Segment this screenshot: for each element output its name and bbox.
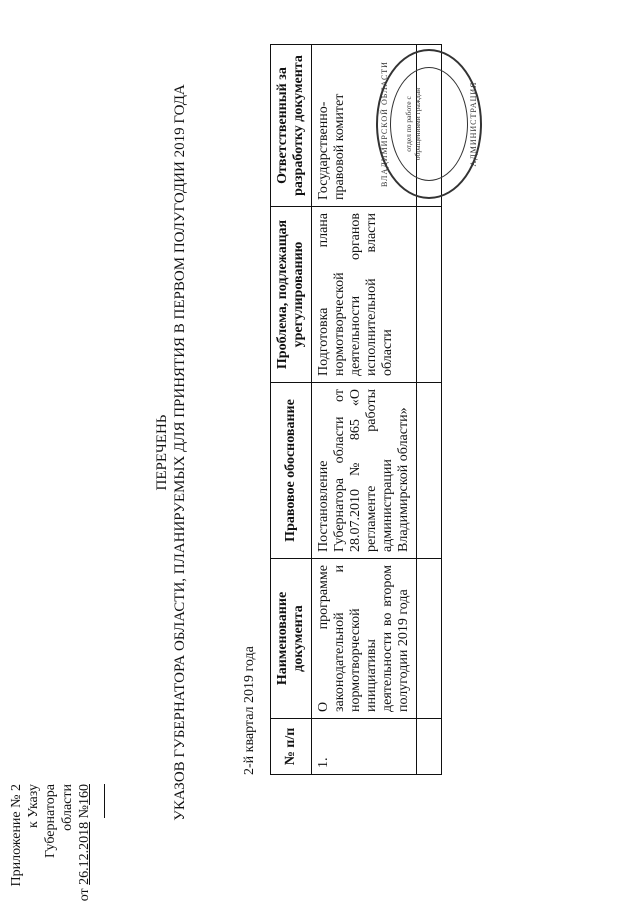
header-basis: Правовое обоснование [271, 383, 312, 559]
appendix-header [8, 784, 110, 905]
stamp-ring-bottom: АДМИНИСТРАЦИЯ [469, 81, 478, 167]
date-prefix: от [77, 888, 92, 902]
stamp-ring-top: ВЛАДИМИРСКОЙ ОБЛАСТИ [380, 61, 389, 187]
cell-responsible: Государственно-правовой комитет [312, 45, 417, 207]
stamp-inner-ring [390, 67, 468, 181]
empty-cell [417, 719, 442, 775]
decree-date: 26.12.2018 [77, 821, 92, 885]
decree-number: 160 [77, 784, 92, 805]
header-num: № п/п [271, 719, 312, 775]
appendix-decree-ref: к Указу Губернатора области [26, 784, 75, 859]
appendix-date-line [76, 784, 110, 905]
cell-problem: Подготовка плана нормотворческой деятельности органов исполнительной власти области [312, 207, 417, 383]
empty-cell [417, 383, 442, 559]
cell-name: О программе законодательной и нормотворческой инициативы деятельности во втором полугодии 2019 года [312, 559, 417, 719]
stamp-center-text: отдел по работе с обращениями граждан [404, 87, 422, 161]
document-subtitle: УКАЗОВ ГУБЕРНАТОРА ОБЛАСТИ, ПЛАНИРУЕМЫХ ДЛЯ ПРИНЯТИЯ В ПЕРВОМ ПОЛУГОДИИ 2019 ГОДА [172, 84, 188, 821]
header-responsible: Ответственный за разработку документа [271, 45, 312, 207]
header-problem: Проблема, подлежащая урегулированию [271, 207, 312, 383]
period-label: 2-й квартал 2019 года [242, 646, 257, 775]
document-title: ПЕРЕЧЕНЬ [154, 414, 170, 491]
official-seal-stamp [376, 49, 482, 199]
appendix-number: Приложение № 2 [9, 784, 24, 887]
empty-cell [417, 559, 442, 719]
cell-num: 1. [312, 719, 417, 775]
empty-cell [417, 207, 442, 383]
header-name: Наименование документа [271, 559, 312, 719]
cell-basis: Постановление Губернатора области от 28.07.2010 № 865 «О регламенте работы администрации Владимирской области» [312, 383, 417, 559]
table-header-row [271, 45, 312, 775]
number-prefix: № [77, 805, 92, 819]
signature-blank [104, 784, 105, 818]
